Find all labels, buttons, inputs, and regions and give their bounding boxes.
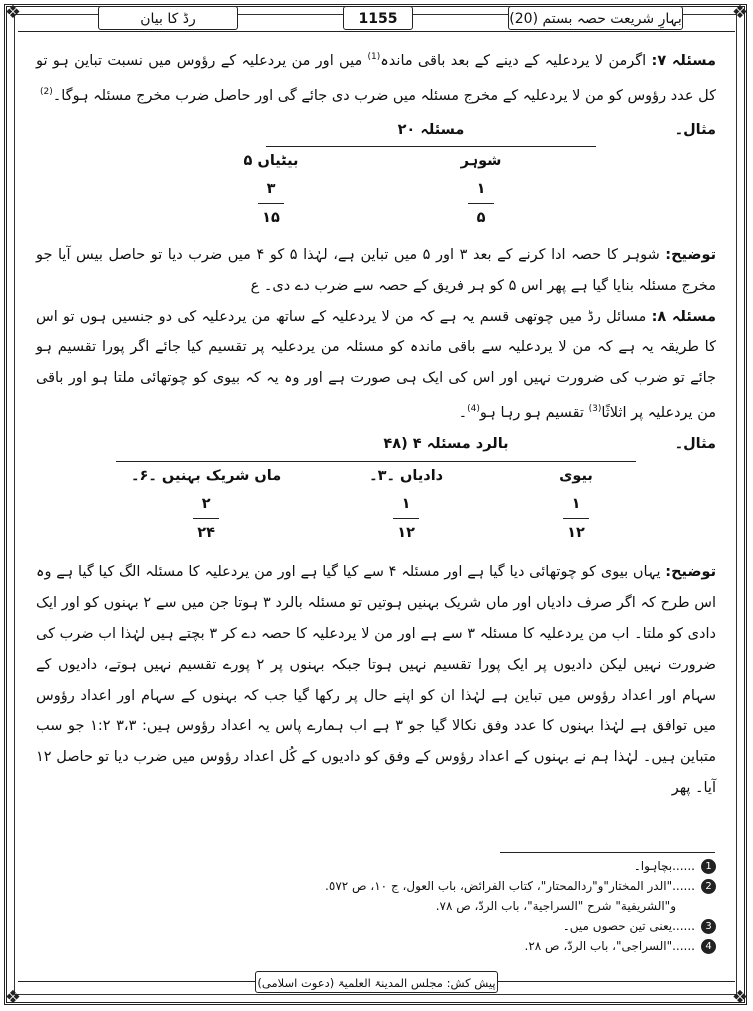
- share-value: ۱: [571, 496, 581, 513]
- example-label: مثال۔: [674, 435, 716, 452]
- distribution-table: [36, 462, 716, 547]
- footnote-separator: [500, 852, 715, 853]
- paragraph-masala-7: [36, 42, 716, 111]
- paragraph-tawzeeh-2: [36, 557, 716, 803]
- table-column: [131, 462, 281, 547]
- paragraph-text: شوہر کا حصہ ادا کرنے کے بعد ۳ اور ۵ میں تباین ہے، لہٰذا ۵ کو ۴ میں ضرب دیا تو حاصل بیس آیا جو مخرج مسئلہ بنایا گیا ہے پھر اس ۵ کو ہر فریق کے حصہ سے ضرب دے دی۔ ع: [36, 247, 716, 294]
- paragraph-text: مسائل رڈ میں چوتھی قسم یہ ہے کہ من لا یردعلیہ کے ساتھ من یردعلیہ کی دو جنسیں ہوں تو اس کا طریقہ یہ ہے کہ من لا یردعلیہ سے باقی ماندہ کو مسئلہ من یردعلیہ پر تقسیم کیا جائے اگر پورا تقسیم ہو جائے تو ضرب کی ضرورت نہیں اور اس کی ایک ہی صورت ہے اور وہ یہ کہ بیوی کو چوتھائی ملتا ہو اور باقی من یردعلیہ پر اثلاثًا: [36, 308, 716, 421]
- paragraph-term: مسئلہ ۷:: [651, 52, 717, 69]
- heir-name: بیوی: [559, 468, 593, 485]
- base-value: ۱۵: [258, 203, 284, 232]
- heir-name: شوہر: [460, 153, 502, 170]
- header-rule: [18, 31, 735, 32]
- example-block-2: [36, 429, 716, 548]
- page-body: [36, 42, 716, 804]
- base-value: ۱۲: [563, 518, 589, 547]
- base-value: ۵: [468, 203, 494, 232]
- footnote: [36, 916, 716, 936]
- page-number: 1155: [343, 6, 413, 30]
- footnote-ref: (2): [40, 86, 53, 97]
- corner-ornament-icon: ❖: [731, 987, 749, 1008]
- corner-ornament-icon: ❖: [4, 2, 22, 23]
- footnotes: [36, 856, 716, 956]
- paragraph-term: مسئلہ ۸:: [651, 308, 716, 325]
- base-value: ۲۴: [193, 518, 219, 547]
- example-block-1: [36, 115, 716, 232]
- footnote-continuation: [36, 896, 716, 916]
- footnote-text: ......یعنی تین حصوں میں۔: [562, 919, 695, 933]
- heir-name: بیٹیاں ۵: [243, 153, 299, 170]
- table-column: [436, 147, 526, 232]
- header-chapter-title: رڈ کا بیان: [98, 6, 238, 30]
- share-value: ۳: [266, 181, 276, 198]
- share-value: ۲: [201, 496, 211, 513]
- footnote-ref: (1): [367, 52, 381, 62]
- footnote-text: ......بچاہوا۔: [633, 859, 695, 873]
- heir-name: دادیاں ۔۳۔: [369, 468, 444, 485]
- footnote-number: 2: [701, 879, 716, 894]
- footnote-ref: (4): [467, 404, 480, 415]
- table-column: [226, 147, 316, 232]
- paragraph-text: اگرمن لا یردعلیہ کے دینے کے بعد باقی ماندہ: [380, 52, 647, 69]
- corner-ornament-icon: ❖: [4, 987, 22, 1008]
- corner-ornament-icon: ❖: [731, 2, 749, 23]
- footnote: [36, 936, 716, 956]
- paragraph-term: توضیح:: [665, 247, 717, 264]
- footnote-ref: (3): [588, 404, 602, 415]
- footnote-text: ......"السراجی"، باب الردّ، ص ٢٨.: [524, 939, 695, 953]
- paragraph-masala-8: مسئلہ ۸: مسائل رڈ میں چوتھی قسم یہ ہے کہ من لا یردعلیہ کے ساتھ من یردعلیہ کی دو جنسیں ہوں تو اس کا طریقہ یہ ہے کہ من لا یردعلیہ سے باقی ماندہ کو مسئلہ من یردعلیہ پر تقسیم کیا جائے اگر پورا تقسیم ہو جائے تو ضرب کی ضرورت نہیں اور اس کی ایک ہی صورت ہے اور وہ یہ کہ بیوی کو چوتھائی ملتا ہو اور باقی من یردعلیہ پر اثلاثًا$^{(3)}$ تقسیم ہو رہا ہو$^{(4)}$۔: [36, 308, 716, 421]
- table-title: بالرد مسئلہ ۴ (۴۸: [383, 435, 509, 452]
- table-title: مسئلہ ۲۰: [266, 115, 596, 147]
- publisher-label: پیش کش: مجلس المدینۃ العلمیۃ (دعوت اسلامی): [255, 971, 498, 993]
- paragraph-text: میں اور من یردعلیہ کے رؤوس میں نسبت تباین ہو تو کل عدد رؤوس کو من لا یردعلیہ کے مخرج مسئلہ میں ضرب دی جائے گی اور حاصل ضرب مخرج مسئلہ ہوگا۔: [36, 52, 716, 104]
- footnote-number: 3: [701, 919, 716, 934]
- table-column: [531, 462, 621, 547]
- footnote-text: ......"الدر المختار"و"ردالمحتار"، كتاب الفرائض، باب العول، ج ١٠، ص ٥٧٢.: [325, 879, 695, 893]
- footnote-number: 1: [701, 859, 716, 874]
- heir-name: ماں شریک بہنیں ۔۶۔: [131, 468, 282, 485]
- header-book-title: بہارِ شریعت حصہ بستم (20): [508, 6, 683, 30]
- distribution-table: [36, 147, 716, 232]
- footnote: [36, 856, 716, 876]
- base-value: ۱۲: [393, 518, 419, 547]
- share-value: ۱: [401, 496, 411, 513]
- paragraph-term: توضیح:: [665, 564, 717, 581]
- footnote-text: و"الشريفية" شرح "السراجية"، باب الردّ، ص ٧٨.: [435, 899, 676, 913]
- footnote-number: 4: [701, 939, 716, 954]
- paragraph-text: یہاں بیوی کو چوتھائی دیا گیا ہے اور مسئلہ ۴ سے کیا گیا ہے اور من یردعلیہ کا مسئلہ الگ کیا گیا ہے وہ اس طرح کہ اگر صرف دادیاں اور ماں شریک بہنیں ہوتیں تو مسئلہ بالرد ۳ ہوتا جن میں سے ۲ بہنوں کو اور ایک دادی کو ملتا۔ اب من یردعلیہ کا مسئلہ ۳ سے ہے اور من لا یردعلیہ کا حصہ دے کر ۳ بچتے ہیں لہٰذا اب ضرب کی ضرورت نہیں لیکن دادیوں پر ایک پورا تقسیم نہیں ہوتا جبکہ بہنوں پر ۲ پورے تقسیم نہیں ہوتے، دادیوں کے سہام اور اعداد رؤوس میں تباین ہے لہٰذا ان کو اپنے حال پر رکھا گیا جب کہ بہنوں کے سہام اور اعداد رؤوس میں توافق ہے لہٰذا بہنوں کا عدد وفق نکالا گیا جو ۳ ہے اب ہمارے پاس یہ اعداد رؤوس ہیں: ۳،۳ ۱:۲ جو سب متباین ہیں۔ لہٰذا ہم نے بہنوں کے اعداد رؤوس کے وفق کو دادیوں کے کُل اعداد رؤوس میں ضرب دیا تو حاصل ۱۲ آیا۔ پھر: [36, 564, 716, 797]
- share-value: ۱: [476, 181, 486, 198]
- paragraph-text: تقسیم ہو رہا ہو: [479, 404, 584, 421]
- example-label: مثال۔: [674, 122, 716, 139]
- footnote: [36, 876, 716, 896]
- paragraph-tawzeeh-1: [36, 240, 716, 302]
- table-column: [361, 462, 451, 547]
